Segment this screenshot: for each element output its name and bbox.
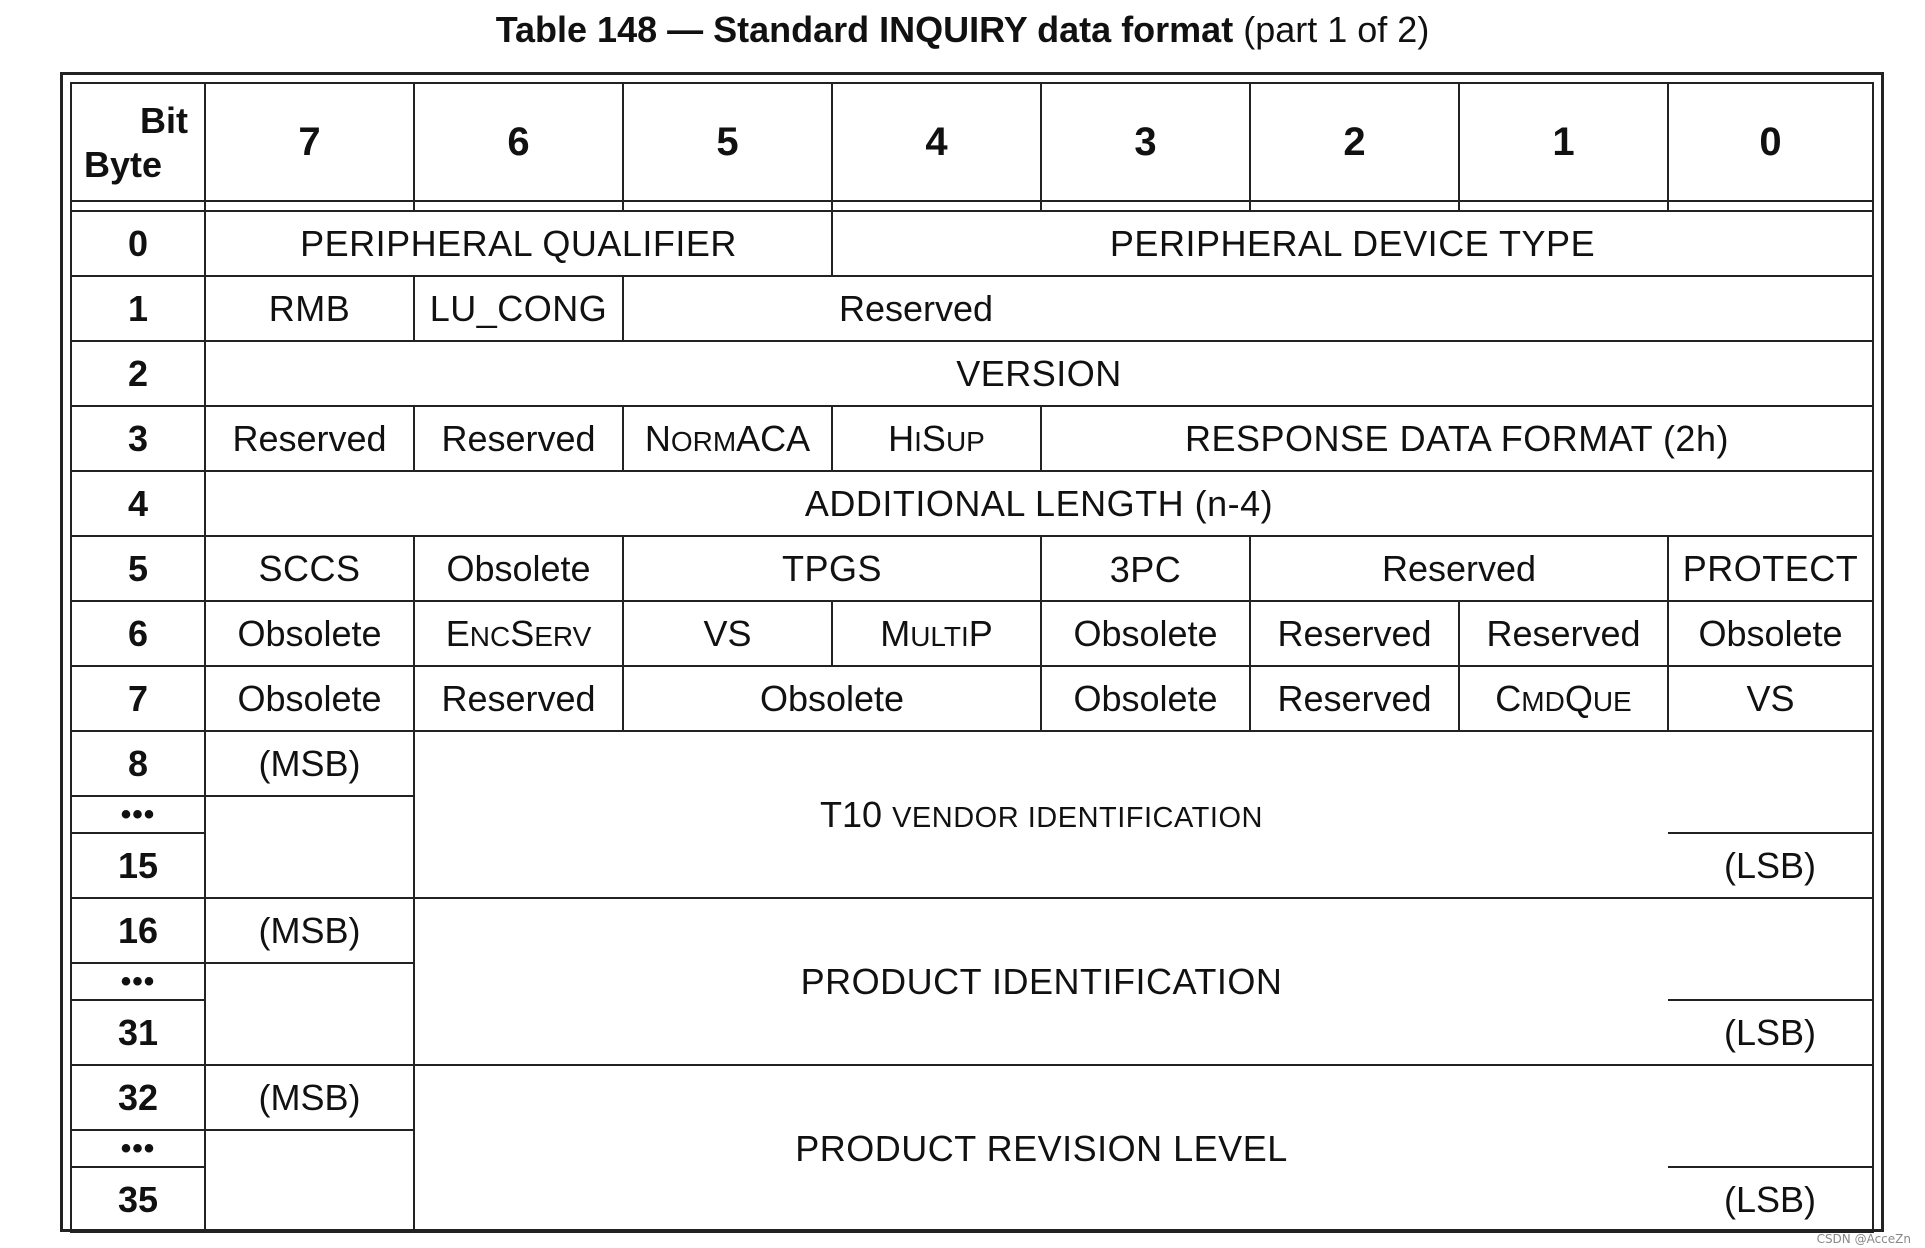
encserv-field: ENCSERV [414, 601, 623, 666]
watermark: CSDN @AcceZn [1816, 1232, 1911, 1246]
reserved-field: Reserved [414, 406, 623, 471]
byte-row-3 [71, 406, 1873, 471]
byte-row-32 [71, 1065, 1873, 1130]
vendor-upper-right [1668, 731, 1873, 833]
multip-field: MULTIP [832, 601, 1041, 666]
byte-ellipsis: ••• [71, 796, 205, 833]
byte-number: 3 [71, 406, 205, 471]
byte-number: 4 [71, 471, 205, 536]
byte-number: 7 [71, 666, 205, 731]
t10-vendor-identification-field: T10 VENDOR IDENTIFICATION [414, 731, 1668, 898]
tpgs-field: TPGS [623, 536, 1041, 601]
byte-number: 0 [71, 211, 205, 276]
additional-length-field: ADDITIONAL LENGTH (n-4) [205, 471, 1873, 536]
reserved-field: Reserved [1459, 601, 1668, 666]
protect-field: PROTECT [1668, 536, 1873, 601]
bit-0-header: 0 [1668, 83, 1873, 201]
bit-1-header: 1 [1459, 83, 1668, 201]
byte-number: 35 [71, 1167, 205, 1232]
byte-row-6 [71, 601, 1873, 666]
byte-row-2 [71, 341, 1873, 406]
byte-number: 32 [71, 1065, 205, 1130]
byte-number: 5 [71, 536, 205, 601]
normaca-field: NORMACA [623, 406, 832, 471]
product-lower-left [205, 963, 414, 1065]
byte-row-5 [71, 536, 1873, 601]
obsolete-field: Obsolete [1041, 601, 1250, 666]
vs-field: VS [1668, 666, 1873, 731]
3pc-field: 3PC [1041, 536, 1250, 601]
byte-row-0 [71, 211, 1873, 276]
lsb-marker: (LSB) [1668, 833, 1873, 898]
bit-label: Bit [140, 100, 188, 141]
reserved-field: Reserved [205, 406, 414, 471]
reserved-field: Reserved [1250, 536, 1668, 601]
vendor-lower-left [205, 796, 414, 898]
byte-number: 2 [71, 341, 205, 406]
msb-marker: (MSB) [205, 731, 414, 796]
table-caption-bold: Table 148 — Standard INQUIRY data format [495, 9, 1234, 50]
revision-upper-right [1668, 1065, 1873, 1167]
table-caption [0, 4, 1925, 56]
byte-number: 15 [71, 833, 205, 898]
byte-number: 1 [71, 276, 205, 341]
bit-5-header: 5 [623, 83, 832, 201]
obsolete-field: Obsolete [414, 536, 623, 601]
bit-4-header: 4 [832, 83, 1041, 201]
reserved-field: Reserved [1250, 601, 1459, 666]
obsolete-field: Obsolete [623, 666, 1041, 731]
msb-marker: (MSB) [205, 898, 414, 963]
rmb-field: RMB [205, 276, 414, 341]
byte-ellipsis: ••• [71, 963, 205, 1000]
header-separator [71, 201, 1873, 211]
obsolete-field: Obsolete [205, 601, 414, 666]
byte-row-7 [71, 666, 1873, 731]
header-row [71, 83, 1873, 201]
byte-number: 16 [71, 898, 205, 963]
product-revision-level-field: PRODUCT REVISION LEVEL [414, 1065, 1668, 1232]
bit-byte-corner [71, 83, 205, 201]
peripheral-qualifier-field: PERIPHERAL QUALIFIER [205, 211, 832, 276]
byte-number: 6 [71, 601, 205, 666]
vs-field: VS [623, 601, 832, 666]
reserved-field: Reserved [623, 276, 1873, 341]
byte-row-1 [71, 276, 1873, 341]
byte-ellipsis: ••• [71, 1130, 205, 1167]
byte-row-8 [71, 731, 1873, 796]
response-data-format-field: RESPONSE DATA FORMAT (2h) [1041, 406, 1873, 471]
hisup-field: HISUP [832, 406, 1041, 471]
lsb-marker: (LSB) [1668, 1167, 1873, 1232]
inquiry-data-table [70, 82, 1874, 1233]
product-identification-field: PRODUCT IDENTIFICATION [414, 898, 1668, 1065]
lsb-marker: (LSB) [1668, 1000, 1873, 1065]
byte-row-16 [71, 898, 1873, 963]
version-field: VERSION [205, 341, 1873, 406]
byte-label: Byte [84, 144, 163, 185]
obsolete-field: Obsolete [205, 666, 414, 731]
reserved-field: Reserved [414, 666, 623, 731]
product-upper-right [1668, 898, 1873, 1000]
reserved-field: Reserved [1250, 666, 1459, 731]
byte-row-4 [71, 471, 1873, 536]
table-caption-part: (part 1 of 2) [1243, 9, 1430, 50]
lu-cong-field: LU_CONG [414, 276, 623, 341]
bit-7-header: 7 [205, 83, 414, 201]
byte-number: 8 [71, 731, 205, 796]
byte-number: 31 [71, 1000, 205, 1065]
peripheral-device-type-field: PERIPHERAL DEVICE TYPE [832, 211, 1873, 276]
bit-2-header: 2 [1250, 83, 1459, 201]
obsolete-field: Obsolete [1668, 601, 1873, 666]
bit-3-header: 3 [1041, 83, 1250, 201]
cmdque-field: CMDQUE [1459, 666, 1668, 731]
revision-lower-left [205, 1130, 414, 1232]
sccs-field: SCCS [205, 536, 414, 601]
msb-marker: (MSB) [205, 1065, 414, 1130]
obsolete-field: Obsolete [1041, 666, 1250, 731]
bit-6-header: 6 [414, 83, 623, 201]
